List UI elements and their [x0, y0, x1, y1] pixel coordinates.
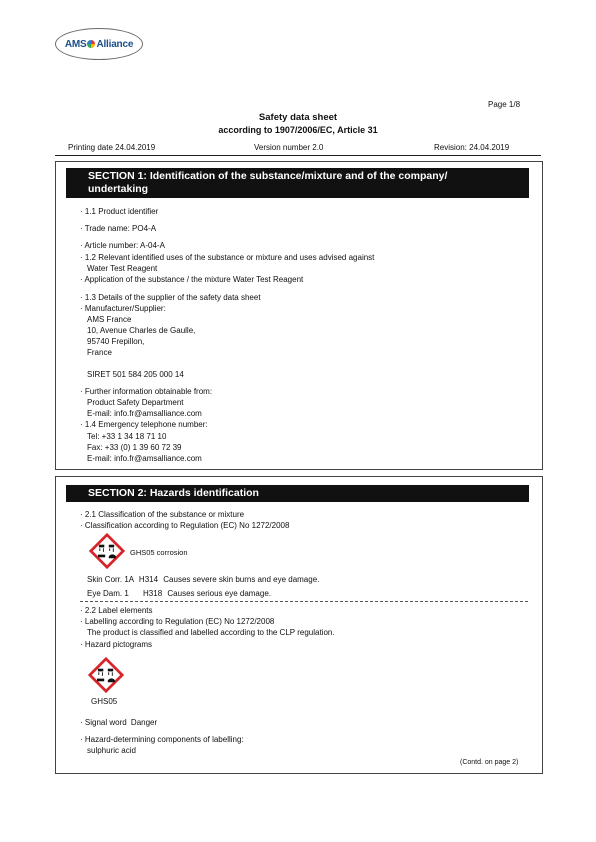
company-logo	[55, 28, 143, 60]
product-identifier: · 1.1 Product identifier	[80, 207, 159, 216]
classification-regulation: · Classification according to Regulation (EC) No 1272/2008	[80, 521, 290, 530]
siret-number: SIRET 501 584 205 000 14	[87, 370, 184, 379]
email-2: E-mail: info.fr@amsalliance.com	[87, 454, 202, 463]
labelling-regulation: · Labelling according to Regulation (EC) No 1272/2008	[80, 617, 275, 626]
header-divider	[55, 155, 541, 156]
hazard-component: sulphuric acid	[87, 746, 136, 755]
manufacturer-label: · Manufacturer/Supplier:	[80, 304, 166, 313]
ghs05-pictogram-icon	[88, 657, 124, 693]
manufacturer-name: AMS France	[87, 315, 132, 324]
dotted-divider	[80, 601, 528, 602]
version-number: Version number 2.0	[254, 143, 324, 152]
relevant-uses-value: Water Test Reagent	[87, 264, 158, 273]
emergency-phone-label: · 1.4 Emergency telephone number:	[80, 420, 208, 429]
fax: Fax: +33 (0) 1 39 60 72 39	[87, 443, 182, 452]
article-number: · Article number: A-04-A	[80, 241, 165, 250]
logo-text-ams: AMS	[64, 38, 87, 50]
revision-date: Revision: 24.04.2019	[434, 143, 510, 152]
section-1-heading-line1: SECTION 1: Identification of the substance/mixture and of the company/	[88, 170, 448, 182]
signal-word	[80, 718, 157, 728]
email-1: E-mail: info.fr@amsalliance.com	[87, 409, 202, 418]
hazard-2-text: Causes serious eye damage.	[167, 589, 272, 598]
telephone: Tel: +33 1 34 18 71 10	[87, 432, 167, 441]
ghs-code: GHS05	[91, 697, 118, 706]
document-title: Safety data sheet	[258, 112, 338, 123]
hazard-1-code: H314	[138, 575, 159, 584]
hazard-1-text: Causes severe skin burns and eye damage.	[163, 575, 320, 584]
logo-text-alliance: Alliance	[96, 38, 134, 50]
continued-note: (Contd. on page 2)	[460, 759, 519, 766]
section-1-heading	[66, 168, 529, 198]
hazard-1-class: Skin Corr. 1A	[87, 575, 134, 584]
section-1-heading-line2: undertaking	[88, 183, 149, 195]
application-mixture	[80, 275, 303, 285]
signal-word-label: · Signal word	[80, 718, 127, 727]
section-2-heading: SECTION 2: Hazards identification	[66, 485, 529, 502]
ghs-classification-label: GHS05 corrosion	[130, 548, 188, 557]
application-value: Water Test Reagent	[232, 275, 304, 284]
further-info-label: · Further information obtainable from:	[80, 387, 213, 396]
logo-globe-icon	[87, 40, 95, 48]
manufacturer-country: France	[87, 348, 112, 357]
classification-label: · 2.1 Classification of the substance or mixture	[80, 510, 245, 519]
manufacturer-street: 10, Avenue Charles de Gaulle,	[87, 326, 196, 335]
hazard-components-label: · Hazard-determining components of labelling:	[80, 735, 244, 744]
trade-name: · Trade name: PO4-A	[80, 224, 157, 233]
relevant-uses: · 1.2 Relevant identified uses of the substance or mixture and uses advised against	[80, 253, 375, 262]
signal-word-value: Danger	[130, 718, 158, 727]
document-subtitle: according to 1907/2006/EC, Article 31	[218, 125, 378, 135]
manufacturer-city: 95740 Frepillon,	[87, 337, 145, 346]
label-elements: · 2.2 Label elements	[80, 606, 153, 615]
clp-statement: The product is classified and labelled according to the CLP regulation.	[87, 628, 335, 637]
printing-date: Printing date 24.04.2019	[68, 143, 156, 152]
hazard-statement-1	[87, 575, 319, 585]
hazard-2-code: H318	[143, 589, 163, 598]
product-safety-dept: Product Safety Department	[87, 398, 184, 407]
hazard-pictograms-label: · Hazard pictograms	[80, 640, 153, 649]
supplier-details: · 1.3 Details of the supplier of the safety data sheet	[80, 293, 261, 302]
page-number: Page 1/8	[488, 100, 521, 109]
ghs05-corrosion-icon	[89, 533, 125, 569]
application-label: · Application of the substance / the mixture	[80, 275, 231, 284]
hazard-statement-2	[87, 589, 271, 599]
hazard-2-class: Eye Dam. 1	[87, 589, 129, 598]
